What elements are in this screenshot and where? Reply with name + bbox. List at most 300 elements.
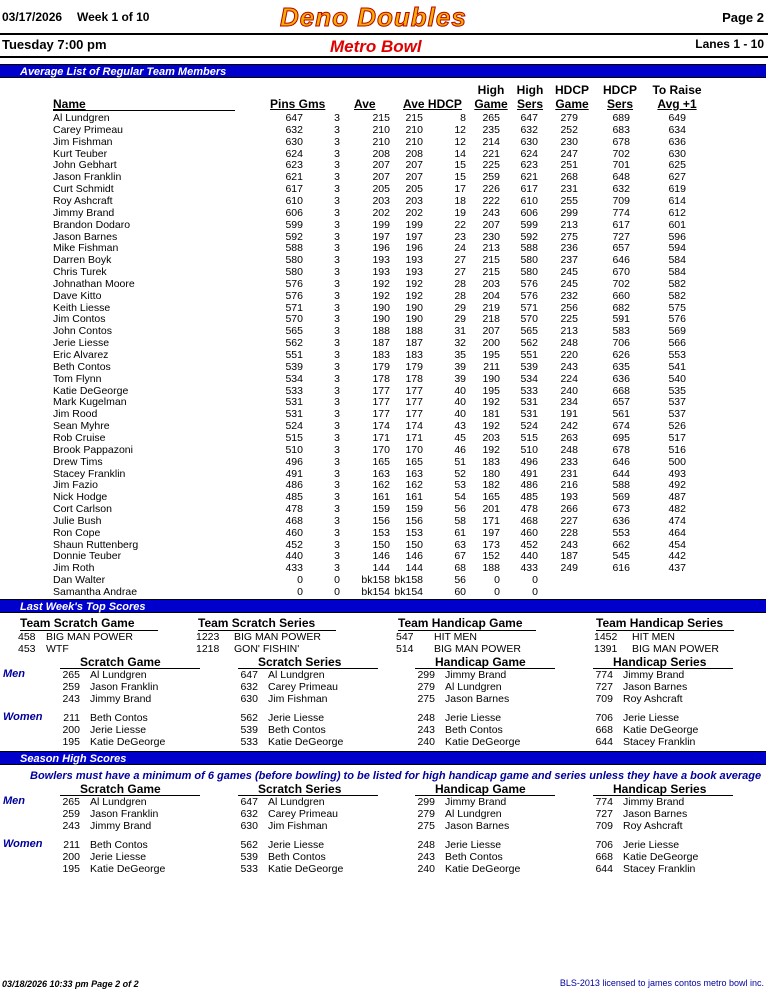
games: 3: [334, 325, 340, 338]
table-row: [0, 278, 768, 290]
bowler-name: Jim Fazio: [53, 479, 98, 492]
average: 203: [372, 194, 390, 207]
handicap: 68: [454, 562, 466, 575]
pins: 0: [297, 586, 303, 598]
category-title: Handicap Game: [435, 782, 526, 796]
high-game: 201: [482, 503, 500, 516]
games: 3: [334, 277, 340, 290]
bowler-name: Roy Ashcraft: [623, 820, 683, 832]
average: bk158: [361, 574, 390, 587]
table-row: [0, 349, 768, 361]
average-hdcp-base: 179: [405, 360, 423, 373]
score: 547: [396, 631, 414, 643]
hdcp-series: 668: [612, 384, 630, 397]
bowler-name: Roy Ashcraft: [53, 194, 113, 207]
table-row: [0, 325, 768, 337]
bowler-name: Jim Fishman: [268, 693, 328, 705]
pins: 452: [285, 538, 303, 551]
hdcp-game: 234: [560, 396, 578, 409]
pins: 570: [285, 313, 303, 326]
score: 243: [62, 820, 80, 832]
hdcp-series: 588: [612, 479, 630, 492]
average-hdcp-base: 196: [405, 242, 423, 255]
bowler-name: John Contos: [53, 325, 112, 338]
lanes-label: Lanes 1 - 10: [695, 37, 764, 51]
score: 774: [595, 796, 613, 808]
report-date: 03/17/2026: [2, 10, 63, 24]
team-score-line: [396, 643, 521, 655]
bowler-name: Mike Fishman: [53, 242, 119, 255]
score: 644: [595, 736, 613, 748]
games: 3: [334, 349, 340, 361]
team-name: HIT MEN: [632, 631, 675, 643]
score: 243: [417, 724, 435, 736]
high-game: 259: [482, 171, 500, 184]
table-row: [0, 290, 768, 302]
category-title: Scratch Game: [80, 782, 161, 796]
average: 171: [372, 431, 390, 444]
team-score-title: Team Handicap Series: [596, 616, 734, 631]
bowler-name: John Gebhart: [53, 159, 117, 172]
games: 3: [334, 408, 340, 421]
bowler-name: Dave Kitto: [53, 289, 102, 302]
score-line: [228, 681, 338, 693]
games: 3: [334, 112, 340, 124]
high-series: 588: [520, 242, 538, 255]
to-raise-avg: 537: [668, 408, 686, 421]
average-hdcp-base: 178: [405, 372, 423, 385]
category-title: Handicap Series: [613, 782, 707, 796]
games: 3: [334, 242, 340, 255]
games: 3: [334, 562, 340, 575]
bowler-name: Jason Barnes: [445, 693, 510, 705]
games: 3: [334, 396, 340, 409]
score-line: [583, 681, 687, 693]
printed-timestamp: 03/18/2026 10:33 pm Page 2 of 2: [2, 979, 139, 989]
pins: 534: [285, 372, 303, 385]
high-series: 531: [520, 408, 538, 421]
score-line: [583, 851, 698, 863]
score: 243: [62, 693, 80, 705]
games: 3: [334, 266, 340, 279]
bowler-name: Jerie Liesse: [90, 724, 147, 736]
hdcp-series: 657: [612, 396, 630, 409]
high-game: 207: [482, 325, 500, 338]
score: 533: [240, 863, 258, 875]
high-game: 192: [482, 443, 500, 456]
hdcp-game: 268: [560, 171, 578, 184]
to-raise-avg: 594: [668, 242, 686, 255]
high-series: 524: [520, 420, 538, 433]
score: 458: [18, 631, 36, 643]
table-row: [0, 574, 768, 586]
season-high-title-bar: Season High Scores: [0, 751, 766, 765]
average: 199: [372, 218, 390, 231]
high-series: 534: [520, 372, 538, 385]
team-name: BIG MAN POWER: [234, 631, 321, 643]
table-row: [0, 586, 768, 598]
hdcp-series: 678: [612, 443, 630, 456]
score: 630: [240, 820, 258, 832]
bowling-center: Metro Bowl: [330, 37, 422, 56]
bowler-name: Beth Contos: [445, 724, 503, 736]
score-line: [405, 863, 520, 875]
pins: 621: [285, 171, 303, 184]
category-title: Scratch Series: [258, 655, 342, 669]
category-title: Scratch Game: [80, 655, 161, 669]
score-line: [50, 681, 158, 693]
bowler-name: Al Lundgren: [90, 796, 147, 808]
bowler-name: Jason Barnes: [53, 230, 118, 243]
high-game: 165: [482, 491, 500, 504]
games: 0: [334, 574, 340, 587]
bowler-name: Beth Contos: [90, 712, 148, 724]
handicap: 40: [454, 384, 466, 397]
bowler-name: Ron Cope: [53, 526, 101, 539]
hdcp-series: 646: [612, 455, 630, 468]
games: 3: [334, 171, 340, 184]
to-raise-avg: 464: [668, 526, 686, 539]
score: 647: [240, 796, 258, 808]
pins: 515: [285, 431, 303, 444]
score: 774: [595, 669, 613, 681]
hdcp-game: 231: [560, 467, 578, 480]
table-row: [0, 136, 768, 148]
high-game: 218: [482, 313, 500, 326]
average: 193: [372, 266, 390, 279]
score-line: [405, 669, 506, 681]
handicap: 23: [454, 230, 466, 243]
table-row: [0, 408, 768, 420]
high-series: 599: [520, 218, 538, 231]
table-row: [0, 207, 768, 219]
average: 150: [372, 538, 390, 551]
team-score-line: [594, 643, 719, 655]
high-series: 576: [520, 277, 538, 290]
average-hdcp-base: bk154: [394, 586, 423, 598]
high-game: 180: [482, 467, 500, 480]
bowler-name: Beth Contos: [268, 724, 326, 736]
high-series: 647: [520, 112, 538, 124]
average: 144: [372, 562, 390, 575]
hdcp-game: 225: [560, 313, 578, 326]
score-line: [228, 693, 328, 705]
score-line: [405, 681, 502, 693]
hdcp-series: 774: [612, 206, 630, 219]
bowler-name: Jimmy Brand: [90, 820, 152, 832]
hdcp-game: 216: [560, 479, 578, 492]
hdcp-series: 670: [612, 266, 630, 279]
handicap: 53: [454, 479, 466, 492]
license-note: BLS-2013 licensed to james contos metro bowl inc.: [559, 978, 764, 988]
high-game: 192: [482, 396, 500, 409]
table-row: [0, 468, 768, 480]
average: 196: [372, 242, 390, 255]
games: 3: [334, 420, 340, 433]
score: 644: [595, 863, 613, 875]
high-series: 531: [520, 396, 538, 409]
team-score-title: Team Scratch Series: [198, 616, 336, 631]
bowler-name: Mark Kugelman: [53, 396, 127, 409]
to-raise-avg: 634: [668, 123, 686, 136]
average-hdcp-base: 153: [405, 526, 423, 539]
score: 248: [417, 839, 435, 851]
games: 3: [334, 503, 340, 516]
score: 240: [417, 863, 435, 875]
handicap: 29: [454, 301, 466, 314]
pins: 510: [285, 443, 303, 456]
team-name: BIG MAN POWER: [434, 643, 521, 655]
score: 706: [595, 839, 613, 851]
hdcp-series: 689: [612, 112, 630, 124]
score: 259: [62, 808, 80, 820]
handicap: 56: [454, 503, 466, 516]
average-hdcp-base: 203: [405, 194, 423, 207]
high-series: 580: [520, 266, 538, 279]
bowler-name: Jim Fishman: [53, 135, 113, 148]
bowler-name: Stacey Franklin: [53, 467, 126, 480]
to-raise-avg: 535: [668, 384, 686, 397]
bowler-name: Jim Fishman: [268, 820, 328, 832]
hdcp-game: 227: [560, 514, 578, 527]
average-hdcp-base: 210: [405, 135, 423, 148]
pins: 468: [285, 514, 303, 527]
team-score-line: [196, 643, 299, 655]
high-game: 215: [482, 254, 500, 267]
category-title: Scratch Series: [258, 782, 342, 796]
average: 188: [372, 325, 390, 338]
score: 706: [595, 712, 613, 724]
pins: 539: [285, 360, 303, 373]
handicap: 12: [454, 123, 466, 136]
handicap: 24: [454, 242, 466, 255]
to-raise-avg: 517: [668, 431, 686, 444]
average-hdcp-base: bk158: [394, 574, 423, 587]
average-hdcp-base: 197: [405, 230, 423, 243]
games: 3: [334, 491, 340, 504]
high-series: 433: [520, 562, 538, 575]
subheader-divider: [0, 56, 768, 58]
average-hdcp-base: 162: [405, 479, 423, 492]
handicap: 56: [454, 574, 466, 587]
handicap: 17: [454, 183, 466, 196]
score: 265: [62, 796, 80, 808]
hdcp-series: 635: [612, 360, 630, 373]
to-raise-avg: 584: [668, 266, 686, 279]
header-divider: [0, 33, 768, 35]
bowler-name: Brook Pappazoni: [53, 443, 133, 456]
table-row: [0, 503, 768, 515]
average: 177: [372, 408, 390, 421]
hdcp-series: 674: [612, 420, 630, 433]
average: 207: [372, 159, 390, 172]
bowler-name: Al Lundgren: [445, 681, 502, 693]
pins: 630: [285, 135, 303, 148]
col-name: Name: [53, 97, 86, 111]
bowler-name: Jimmy Brand: [445, 796, 507, 808]
to-raise-avg: 482: [668, 503, 686, 516]
games: 3: [334, 135, 340, 148]
score-line: [50, 808, 158, 820]
average-hdcp-base: 177: [405, 408, 423, 421]
score: 1391: [594, 643, 618, 655]
high-game: 195: [482, 349, 500, 361]
average-hdcp-base: 156: [405, 514, 423, 527]
hdcp-game: 256: [560, 301, 578, 314]
bowler-name: Jerie Liesse: [90, 851, 147, 863]
high-series: 496: [520, 455, 538, 468]
average: 146: [372, 550, 390, 563]
high-game: 230: [482, 230, 500, 243]
average-hdcp-base: 193: [405, 266, 423, 279]
table-row: [0, 361, 768, 373]
average-hdcp-base: 193: [405, 254, 423, 267]
bowler-name: Katie DeGeorge: [623, 851, 699, 863]
games: 3: [334, 455, 340, 468]
to-raise-avg: 636: [668, 135, 686, 148]
bowler-name: Stacey Franklin: [623, 736, 696, 748]
to-raise-avg: 582: [668, 289, 686, 302]
to-raise-avg: 614: [668, 194, 686, 207]
bowler-name: Tom Flynn: [53, 372, 102, 385]
col-hdcp-game: HDCP Game: [554, 83, 589, 111]
score: 647: [240, 669, 258, 681]
high-game: 173: [482, 538, 500, 551]
hdcp-game: 191: [560, 408, 578, 421]
hdcp-game: 213: [560, 325, 578, 338]
to-raise-avg: 569: [668, 325, 686, 338]
score: 211: [63, 839, 80, 851]
average: 183: [372, 349, 390, 361]
hdcp-series: 702: [612, 277, 630, 290]
to-raise-avg: 601: [668, 218, 686, 231]
hdcp-series: 709: [612, 194, 630, 207]
bowler-name: Kurt Teuber: [53, 147, 108, 160]
score: 1452: [594, 631, 618, 643]
hdcp-game: 299: [560, 206, 578, 219]
hdcp-game: 251: [560, 159, 578, 172]
average: 170: [372, 443, 390, 456]
hdcp-game: 263: [560, 431, 578, 444]
bowler-name: Beth Contos: [90, 839, 148, 851]
bowler-name: Cort Carlson: [53, 503, 112, 516]
bowler-name: Johnathan Moore: [53, 277, 135, 290]
women-label: Women: [3, 838, 43, 850]
hdcp-series: 644: [612, 467, 630, 480]
bowler-name: Jason Franklin: [53, 171, 122, 184]
score: 632: [240, 681, 258, 693]
average-hdcp-base: 187: [405, 337, 423, 350]
handicap: 46: [454, 443, 466, 456]
table-row: [0, 456, 768, 468]
games: 3: [334, 218, 340, 231]
handicap: 52: [454, 467, 466, 480]
bowler-name: Dan Walter: [53, 574, 106, 587]
average-hdcp-base: 192: [405, 289, 423, 302]
high-series: 533: [520, 384, 538, 397]
pins: 485: [285, 491, 303, 504]
games: 3: [334, 337, 340, 350]
bowler-name: Beth Contos: [445, 851, 503, 863]
average-hdcp-base: 165: [405, 455, 423, 468]
pins: 531: [285, 396, 303, 409]
high-series: 621: [520, 171, 538, 184]
bowler-name: Samantha Andrae: [53, 586, 138, 598]
to-raise-avg: 625: [668, 159, 686, 172]
score-line: [405, 736, 520, 748]
high-series: 576: [520, 289, 538, 302]
hdcp-game: 220: [560, 349, 578, 361]
bowler-name: Jason Franklin: [90, 808, 159, 820]
pins: 460: [285, 526, 303, 539]
score: 211: [63, 712, 80, 724]
table-row: [0, 159, 768, 171]
high-series: 510: [520, 443, 538, 456]
average-hdcp-base: 183: [405, 349, 423, 361]
high-series: 562: [520, 337, 538, 350]
handicap: 8: [460, 112, 466, 124]
average-hdcp-base: 190: [405, 301, 423, 314]
pins: 580: [285, 266, 303, 279]
score-line: [228, 796, 325, 808]
hdcp-series: 702: [612, 147, 630, 160]
score-line: [405, 820, 509, 832]
score: 668: [595, 724, 613, 736]
high-game: 207: [482, 218, 500, 231]
hdcp-game: 247: [560, 147, 578, 160]
score: 1218: [196, 643, 220, 655]
to-raise-avg: 584: [668, 254, 686, 267]
average: 179: [372, 360, 390, 373]
handicap: 29: [454, 313, 466, 326]
high-series: 617: [520, 183, 538, 196]
score: 279: [417, 681, 435, 693]
bowler-name: Jimmy Brand: [53, 206, 115, 219]
table-row: [0, 491, 768, 503]
bowler-name: Katie DeGeorge: [90, 736, 166, 748]
hdcp-game: 243: [560, 360, 578, 373]
high-series: 551: [520, 349, 538, 361]
bowler-name: Rob Cruise: [53, 431, 106, 444]
to-raise-avg: 566: [668, 337, 686, 350]
average-hdcp-base: 171: [405, 431, 423, 444]
table-row: [0, 266, 768, 278]
bowler-name: Beth Contos: [53, 360, 111, 373]
col-high-sers: High Sers: [516, 83, 544, 111]
handicap: 40: [454, 396, 466, 409]
table-row: [0, 112, 768, 124]
average-hdcp-base: 190: [405, 313, 423, 326]
high-game: 226: [482, 183, 500, 196]
score-line: [583, 693, 683, 705]
team-name: WTF: [46, 643, 69, 655]
average-hdcp-base: 208: [405, 147, 423, 160]
score-line: [50, 851, 146, 863]
bowler-name: Jerie Liesse: [268, 712, 325, 724]
to-raise-avg: 500: [668, 455, 686, 468]
score: 539: [240, 724, 258, 736]
page-number: Page 2: [722, 10, 764, 25]
bowler-name: Beth Contos: [268, 851, 326, 863]
to-raise-avg: 576: [668, 313, 686, 326]
bowler-name: Carey Primeau: [268, 808, 339, 820]
handicap: 12: [454, 135, 466, 148]
team-score-title: Team Scratch Game: [20, 616, 158, 631]
high-game: 214: [482, 135, 500, 148]
hdcp-game: 275: [560, 230, 578, 243]
high-game: 203: [482, 431, 500, 444]
bowler-name: Jimmy Brand: [445, 669, 507, 681]
